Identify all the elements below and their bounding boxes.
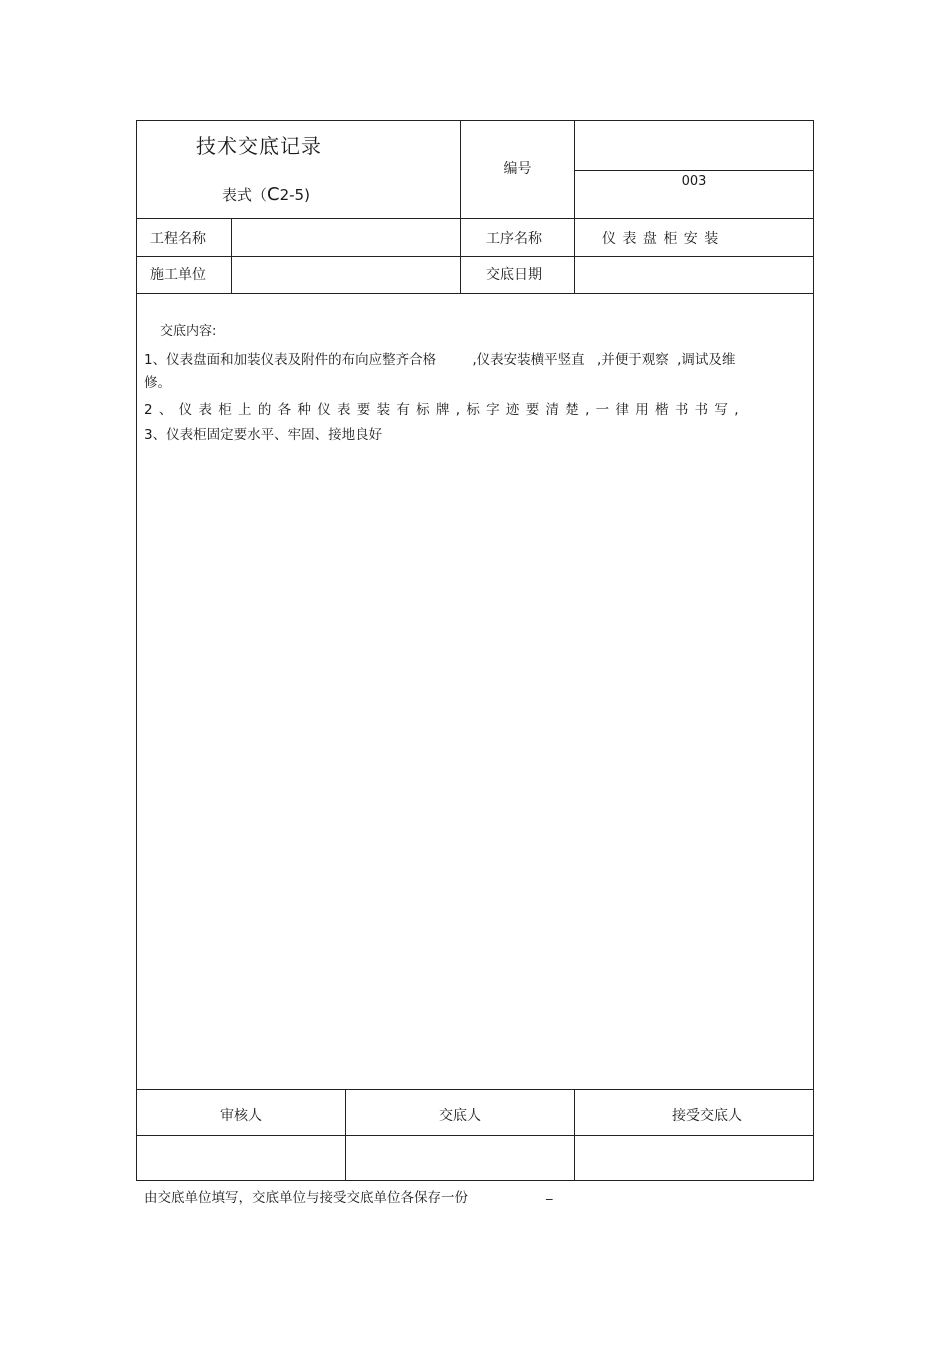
item-1-part-d: ,调试及维: [677, 352, 736, 368]
form-code-number: 2-5): [279, 186, 310, 204]
process-name-value: 仪 表 盘 柜 安 装: [602, 231, 719, 247]
form-title: 技术交底记录: [196, 134, 322, 158]
reviewer-label: 审核人: [220, 1108, 262, 1124]
number-cell-split: [574, 170, 814, 171]
number-label: 编号: [503, 161, 532, 177]
form-code-prefix: 表式（: [222, 186, 268, 204]
header-divider-2: [574, 120, 575, 294]
number-value: 003: [681, 174, 707, 189]
footer-note: 由交底单位填写，交底单位与接受交底单位各保存一份: [144, 1190, 468, 1206]
receiver-signature-cell[interactable]: [575, 1136, 813, 1180]
info-bottom-line: [136, 293, 814, 294]
content-item-1-continued: 修。: [144, 375, 171, 391]
process-name-label: 工序名称: [486, 231, 542, 247]
border-right: [813, 120, 814, 1181]
info-row-split: [136, 256, 814, 257]
form-code-letter: C: [267, 184, 280, 205]
discloser-label: 交底人: [439, 1108, 481, 1124]
form-code: [222, 184, 310, 205]
content-item-3: 3、仪表柜固定要水平、牢固、接地良好: [144, 427, 383, 443]
receiver-label: 接受交底人: [672, 1108, 742, 1124]
footer-dash: _: [546, 1186, 553, 1201]
border-left: [136, 120, 137, 1181]
date-label: 交底日期: [486, 267, 542, 283]
reviewer-signature-cell[interactable]: [137, 1136, 345, 1180]
project-name-label: 工程名称: [150, 231, 206, 247]
content-label: 交底内容:: [160, 324, 217, 339]
discloser-signature-cell[interactable]: [346, 1136, 574, 1180]
border-bottom: [136, 1180, 814, 1181]
signature-top-line: [136, 1089, 814, 1090]
header-divider-1: [460, 120, 461, 294]
item-1-part-c: ,并便于观察: [596, 352, 669, 368]
border-top: [136, 120, 814, 121]
item-1-part-b: ,仪表安装横平竖直: [472, 352, 585, 368]
content-item-2: 2 、 仪 表 柜 上 的 各 种 仪 表 要 装 有 标 牌 , 标 字 迹 要 清 楚 , 一 律 用 楷 书 书 写 ,: [144, 402, 740, 418]
content-item-1: [144, 348, 735, 368]
header-bottom-line: [136, 218, 814, 219]
item-1-part-a: 1、仪表盘面和加装仪表及附件的布向应整齐合格: [144, 352, 437, 368]
contractor-label: 施工单位: [150, 267, 206, 283]
